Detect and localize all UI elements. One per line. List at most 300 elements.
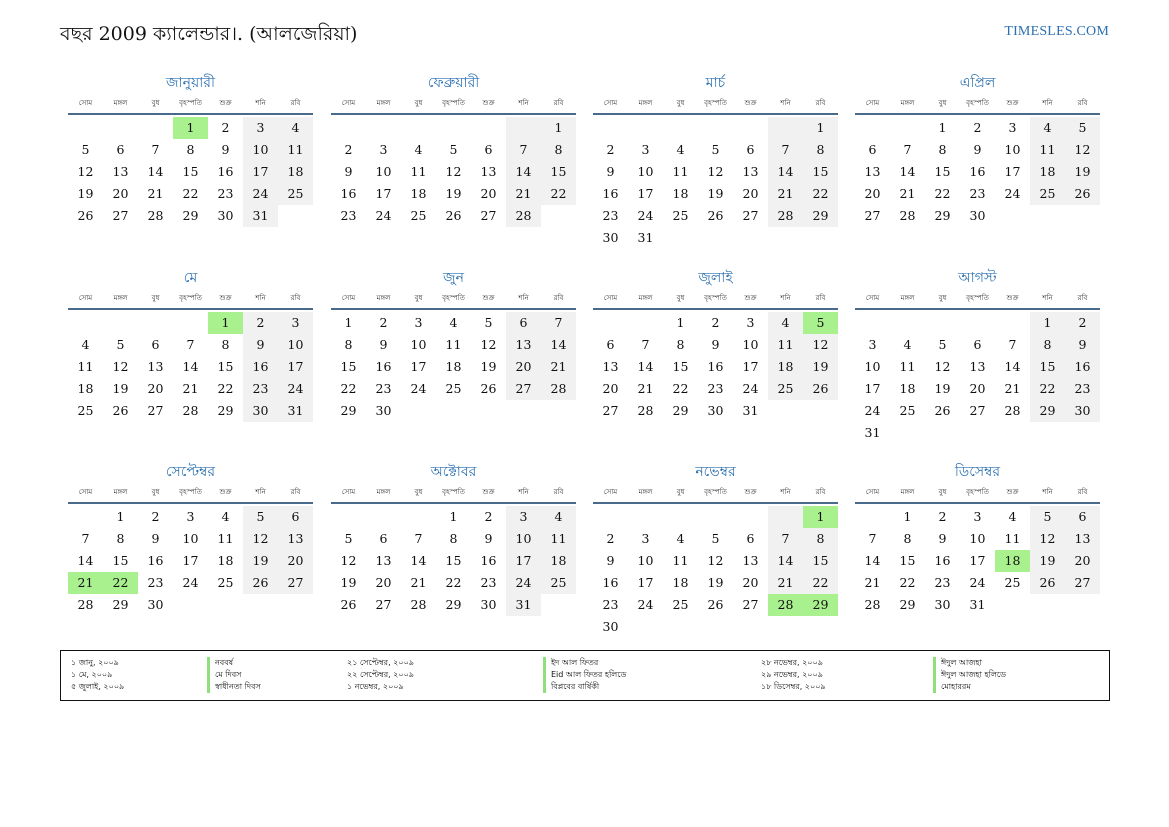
day-cell[interactable]: 30: [480, 597, 497, 612]
day-cell[interactable]: 16: [602, 575, 619, 590]
day-cell[interactable]: 26: [803, 378, 838, 400]
day-cell[interactable]: 14: [541, 334, 576, 356]
day-cell[interactable]: 30: [243, 400, 278, 422]
day-cell[interactable]: 13: [375, 553, 392, 568]
day-cell[interactable]: 20: [602, 381, 619, 396]
day-cell[interactable]: 7: [151, 142, 160, 157]
day-cell[interactable]: 16: [934, 553, 951, 568]
day-cell[interactable]: 9: [938, 531, 947, 546]
day-cell[interactable]: 7: [186, 337, 195, 352]
day-cell[interactable]: 27: [278, 572, 313, 594]
day-cell[interactable]: 3: [186, 509, 195, 524]
day-cell[interactable]: 21: [506, 183, 541, 205]
day-cell[interactable]: 9: [1065, 334, 1100, 356]
day-cell[interactable]: 5: [243, 506, 278, 528]
day-cell[interactable]: 23: [340, 208, 357, 223]
day-cell[interactable]: 17: [278, 356, 313, 378]
day-cell[interactable]: 14: [182, 359, 199, 374]
day-cell[interactable]: 2: [484, 509, 493, 524]
day-cell[interactable]: 19: [1065, 161, 1100, 183]
day-cell[interactable]: 8: [803, 139, 838, 161]
day-cell[interactable]: 27: [969, 403, 986, 418]
day-cell[interactable]: 24: [375, 208, 392, 223]
day-cell[interactable]: 5: [116, 337, 125, 352]
day-cell[interactable]: 2: [711, 315, 720, 330]
day-cell[interactable]: 26: [445, 208, 462, 223]
day-cell[interactable]: 8: [938, 142, 947, 157]
day-cell[interactable]: 22: [934, 186, 951, 201]
day-cell[interactable]: 22: [541, 183, 576, 205]
day-cell[interactable]: 8: [541, 139, 576, 161]
day-cell[interactable]: 12: [707, 553, 724, 568]
day-cell[interactable]: 26: [243, 572, 278, 594]
day-cell[interactable]: 28: [506, 205, 541, 227]
day-cell[interactable]: 4: [676, 142, 685, 157]
day-cell[interactable]: 5: [484, 315, 493, 330]
day-cell[interactable]: 16: [243, 356, 278, 378]
day-cell[interactable]: 14: [506, 161, 541, 183]
day-cell[interactable]: 8: [221, 337, 230, 352]
day-cell[interactable]: 27: [864, 208, 881, 223]
day-cell[interactable]: 28: [541, 378, 576, 400]
day-cell[interactable]: 25: [672, 597, 689, 612]
day-cell[interactable]: 27: [1065, 572, 1100, 594]
day-cell[interactable]: 6: [379, 531, 388, 546]
day-cell[interactable]: 1: [173, 117, 208, 139]
day-cell[interactable]: 1: [676, 315, 685, 330]
day-cell[interactable]: 21: [768, 572, 803, 594]
day-cell[interactable]: 2: [1065, 312, 1100, 334]
day-cell[interactable]: 16: [375, 359, 392, 374]
day-cell[interactable]: 4: [541, 506, 576, 528]
day-cell[interactable]: 19: [707, 575, 724, 590]
day-cell[interactable]: 30: [375, 403, 392, 418]
day-cell[interactable]: 16: [707, 359, 724, 374]
day-cell[interactable]: 18: [672, 186, 689, 201]
day-cell[interactable]: 12: [445, 164, 462, 179]
day-cell[interactable]: 13: [864, 164, 881, 179]
day-cell[interactable]: 12: [803, 334, 838, 356]
day-cell[interactable]: 23: [707, 381, 724, 396]
day-cell[interactable]: 7: [506, 139, 541, 161]
day-cell[interactable]: 9: [973, 142, 982, 157]
day-cell[interactable]: 8: [344, 337, 353, 352]
day-cell[interactable]: 16: [1065, 356, 1100, 378]
day-cell[interactable]: 6: [278, 506, 313, 528]
day-cell[interactable]: 16: [147, 553, 164, 568]
day-cell[interactable]: 23: [602, 208, 619, 223]
day-cell[interactable]: 8: [903, 531, 912, 546]
day-cell[interactable]: 13: [1065, 528, 1100, 550]
day-cell[interactable]: 3: [278, 312, 313, 334]
day-cell[interactable]: 19: [803, 356, 838, 378]
day-cell[interactable]: 22: [803, 572, 838, 594]
day-cell[interactable]: 10: [969, 531, 986, 546]
day-cell[interactable]: 21: [1004, 381, 1021, 396]
day-cell[interactable]: 1: [208, 312, 243, 334]
day-cell[interactable]: 20: [480, 186, 497, 201]
day-cell[interactable]: 10: [742, 337, 759, 352]
day-cell[interactable]: 17: [1004, 164, 1021, 179]
day-cell[interactable]: 11: [1004, 531, 1021, 546]
day-cell[interactable]: 25: [278, 183, 313, 205]
day-cell[interactable]: 28: [768, 205, 803, 227]
day-cell[interactable]: 1: [803, 117, 838, 139]
day-cell[interactable]: 23: [217, 186, 234, 201]
day-cell[interactable]: 27: [742, 597, 759, 612]
day-cell[interactable]: 4: [1030, 117, 1065, 139]
day-cell[interactable]: 20: [1065, 550, 1100, 572]
day-cell[interactable]: 28: [182, 403, 199, 418]
day-cell[interactable]: 7: [81, 531, 90, 546]
day-cell[interactable]: 16: [480, 553, 497, 568]
day-cell[interactable]: 4: [278, 117, 313, 139]
day-cell[interactable]: 9: [484, 531, 493, 546]
day-cell[interactable]: 25: [410, 208, 427, 223]
day-cell[interactable]: 20: [278, 550, 313, 572]
day-cell[interactable]: 14: [864, 553, 881, 568]
day-cell[interactable]: 19: [112, 381, 129, 396]
day-cell[interactable]: 29: [803, 594, 838, 616]
day-cell[interactable]: 28: [77, 597, 94, 612]
day-cell[interactable]: 31: [742, 403, 759, 418]
day-cell[interactable]: 31: [969, 597, 986, 612]
day-cell[interactable]: 11: [410, 164, 427, 179]
day-cell[interactable]: 13: [602, 359, 619, 374]
day-cell[interactable]: 11: [768, 334, 803, 356]
day-cell[interactable]: 28: [410, 597, 427, 612]
day-cell[interactable]: 2: [973, 120, 982, 135]
day-cell[interactable]: 12: [480, 337, 497, 352]
day-cell[interactable]: 24: [410, 381, 427, 396]
day-cell[interactable]: 9: [379, 337, 388, 352]
day-cell[interactable]: 9: [344, 164, 353, 179]
day-cell[interactable]: 19: [77, 186, 94, 201]
day-cell[interactable]: 30: [602, 619, 619, 634]
day-cell[interactable]: 9: [221, 142, 230, 157]
day-cell[interactable]: 1: [449, 509, 458, 524]
day-cell[interactable]: 2: [938, 509, 947, 524]
day-cell[interactable]: 24: [506, 572, 541, 594]
day-cell[interactable]: 25: [445, 381, 462, 396]
day-cell[interactable]: 3: [379, 142, 388, 157]
day-cell[interactable]: 5: [711, 142, 720, 157]
day-cell[interactable]: 23: [1065, 378, 1100, 400]
day-cell[interactable]: 10: [1004, 142, 1021, 157]
day-cell[interactable]: 24: [969, 575, 986, 590]
day-cell[interactable]: 2: [344, 142, 353, 157]
day-cell[interactable]: 2: [151, 509, 160, 524]
day-cell[interactable]: 14: [1004, 359, 1021, 374]
day-cell[interactable]: 18: [768, 356, 803, 378]
day-cell[interactable]: 10: [278, 334, 313, 356]
day-cell[interactable]: 30: [602, 230, 619, 245]
day-cell[interactable]: 28: [768, 594, 803, 616]
day-cell[interactable]: 22: [445, 575, 462, 590]
day-cell[interactable]: 17: [506, 550, 541, 572]
day-cell[interactable]: 6: [606, 337, 615, 352]
day-cell[interactable]: 7: [868, 531, 877, 546]
day-cell[interactable]: 2: [221, 120, 230, 135]
day-cell[interactable]: 23: [969, 186, 986, 201]
day-cell[interactable]: 29: [803, 205, 838, 227]
day-cell[interactable]: 16: [969, 164, 986, 179]
day-cell[interactable]: 26: [707, 597, 724, 612]
day-cell[interactable]: 5: [711, 531, 720, 546]
day-cell[interactable]: 12: [112, 359, 129, 374]
day-cell[interactable]: 15: [1030, 356, 1065, 378]
day-cell[interactable]: 19: [480, 359, 497, 374]
day-cell[interactable]: 14: [899, 164, 916, 179]
day-cell[interactable]: 10: [637, 164, 654, 179]
day-cell[interactable]: 9: [151, 531, 160, 546]
day-cell[interactable]: 23: [602, 597, 619, 612]
day-cell[interactable]: 31: [637, 230, 654, 245]
day-cell[interactable]: 13: [969, 359, 986, 374]
day-cell[interactable]: 23: [147, 575, 164, 590]
day-cell[interactable]: 31: [506, 594, 541, 616]
day-cell[interactable]: 30: [969, 208, 986, 223]
day-cell[interactable]: 8: [449, 531, 458, 546]
day-cell[interactable]: 3: [746, 315, 755, 330]
day-cell[interactable]: 20: [147, 381, 164, 396]
day-cell[interactable]: 9: [243, 334, 278, 356]
day-cell[interactable]: 9: [606, 553, 615, 568]
day-cell[interactable]: 5: [938, 337, 947, 352]
day-cell[interactable]: 26: [1030, 572, 1065, 594]
day-cell[interactable]: 17: [410, 359, 427, 374]
day-cell[interactable]: 20: [506, 356, 541, 378]
day-cell[interactable]: 23: [480, 575, 497, 590]
day-cell[interactable]: 6: [484, 142, 493, 157]
day-cell[interactable]: 30: [1065, 400, 1100, 422]
day-cell[interactable]: 14: [768, 550, 803, 572]
day-cell[interactable]: 2: [379, 315, 388, 330]
day-cell[interactable]: 19: [934, 381, 951, 396]
day-cell[interactable]: 31: [243, 205, 278, 227]
day-cell[interactable]: 11: [899, 359, 916, 374]
day-cell[interactable]: 23: [934, 575, 951, 590]
day-cell[interactable]: 19: [707, 186, 724, 201]
day-cell[interactable]: 15: [217, 359, 234, 374]
day-cell[interactable]: 6: [1065, 506, 1100, 528]
day-cell[interactable]: 3: [641, 531, 650, 546]
day-cell[interactable]: 1: [1030, 312, 1065, 334]
day-cell[interactable]: 13: [480, 164, 497, 179]
day-cell[interactable]: 14: [768, 161, 803, 183]
day-cell[interactable]: 3: [243, 117, 278, 139]
day-cell[interactable]: 21: [182, 381, 199, 396]
day-cell[interactable]: 1: [116, 509, 125, 524]
day-cell[interactable]: 4: [449, 315, 458, 330]
site-link[interactable]: TIMESLES.COM: [1004, 24, 1109, 39]
day-cell[interactable]: 27: [480, 208, 497, 223]
day-cell[interactable]: 17: [969, 553, 986, 568]
day-cell[interactable]: 10: [864, 359, 881, 374]
day-cell[interactable]: 18: [672, 575, 689, 590]
day-cell[interactable]: 30: [934, 597, 951, 612]
day-cell[interactable]: 24: [182, 575, 199, 590]
day-cell[interactable]: 17: [243, 161, 278, 183]
day-cell[interactable]: 4: [903, 337, 912, 352]
day-cell[interactable]: 18: [995, 550, 1030, 572]
day-cell[interactable]: 11: [278, 139, 313, 161]
day-cell[interactable]: 11: [672, 164, 689, 179]
day-cell[interactable]: 30: [707, 403, 724, 418]
day-cell[interactable]: 17: [375, 186, 392, 201]
day-cell[interactable]: 11: [541, 528, 576, 550]
day-cell[interactable]: 3: [973, 509, 982, 524]
day-cell[interactable]: 31: [864, 425, 881, 440]
day-cell[interactable]: 20: [864, 186, 881, 201]
day-cell[interactable]: 9: [606, 164, 615, 179]
day-cell[interactable]: 26: [934, 403, 951, 418]
day-cell[interactable]: 7: [1008, 337, 1017, 352]
day-cell[interactable]: 19: [1030, 550, 1065, 572]
day-cell[interactable]: 16: [340, 186, 357, 201]
day-cell[interactable]: 29: [445, 597, 462, 612]
day-cell[interactable]: 26: [77, 208, 94, 223]
day-cell[interactable]: 13: [506, 334, 541, 356]
day-cell[interactable]: 19: [445, 186, 462, 201]
day-cell[interactable]: 2: [606, 531, 615, 546]
day-cell[interactable]: 3: [506, 506, 541, 528]
day-cell[interactable]: 13: [742, 164, 759, 179]
day-cell[interactable]: 1: [803, 506, 838, 528]
day-cell[interactable]: 2: [606, 142, 615, 157]
day-cell[interactable]: 29: [672, 403, 689, 418]
day-cell[interactable]: 24: [1004, 186, 1021, 201]
day-cell[interactable]: 13: [742, 553, 759, 568]
day-cell[interactable]: 15: [445, 553, 462, 568]
day-cell[interactable]: 11: [445, 337, 462, 352]
day-cell[interactable]: 3: [414, 315, 423, 330]
day-cell[interactable]: 14: [147, 164, 164, 179]
day-cell[interactable]: 24: [742, 381, 759, 396]
day-cell[interactable]: 28: [899, 208, 916, 223]
day-cell[interactable]: 8: [803, 528, 838, 550]
day-cell[interactable]: 27: [506, 378, 541, 400]
day-cell[interactable]: 8: [1030, 334, 1065, 356]
day-cell[interactable]: 25: [77, 403, 94, 418]
day-cell[interactable]: 25: [768, 378, 803, 400]
day-cell[interactable]: 18: [445, 359, 462, 374]
day-cell[interactable]: 31: [278, 400, 313, 422]
day-cell[interactable]: 27: [742, 208, 759, 223]
day-cell[interactable]: 28: [637, 403, 654, 418]
day-cell[interactable]: 4: [676, 531, 685, 546]
day-cell[interactable]: 21: [637, 381, 654, 396]
day-cell[interactable]: 3: [1008, 120, 1017, 135]
day-cell[interactable]: 14: [410, 553, 427, 568]
day-cell[interactable]: 15: [340, 359, 357, 374]
day-cell[interactable]: 20: [742, 186, 759, 201]
day-cell[interactable]: 2: [243, 312, 278, 334]
day-cell[interactable]: 27: [147, 403, 164, 418]
day-cell[interactable]: 25: [672, 208, 689, 223]
day-cell[interactable]: 26: [340, 597, 357, 612]
day-cell[interactable]: 29: [112, 597, 129, 612]
day-cell[interactable]: 29: [899, 597, 916, 612]
day-cell[interactable]: 23: [375, 381, 392, 396]
day-cell[interactable]: 11: [1030, 139, 1065, 161]
day-cell[interactable]: 10: [410, 337, 427, 352]
day-cell[interactable]: 12: [707, 164, 724, 179]
day-cell[interactable]: 21: [68, 572, 103, 594]
day-cell[interactable]: 4: [221, 509, 230, 524]
day-cell[interactable]: 22: [217, 381, 234, 396]
day-cell[interactable]: 10: [637, 553, 654, 568]
day-cell[interactable]: 20: [969, 381, 986, 396]
day-cell[interactable]: 19: [243, 550, 278, 572]
day-cell[interactable]: 6: [973, 337, 982, 352]
day-cell[interactable]: 6: [868, 142, 877, 157]
day-cell[interactable]: 22: [182, 186, 199, 201]
day-cell[interactable]: 20: [375, 575, 392, 590]
day-cell[interactable]: 5: [344, 531, 353, 546]
day-cell[interactable]: 12: [340, 553, 357, 568]
day-cell[interactable]: 25: [899, 403, 916, 418]
day-cell[interactable]: 1: [903, 509, 912, 524]
day-cell[interactable]: 29: [182, 208, 199, 223]
day-cell[interactable]: 23: [243, 378, 278, 400]
day-cell[interactable]: 7: [768, 528, 803, 550]
day-cell[interactable]: 17: [742, 359, 759, 374]
day-cell[interactable]: 10: [182, 531, 199, 546]
day-cell[interactable]: 27: [375, 597, 392, 612]
day-cell[interactable]: 24: [278, 378, 313, 400]
day-cell[interactable]: 7: [768, 139, 803, 161]
day-cell[interactable]: 13: [278, 528, 313, 550]
day-cell[interactable]: 21: [541, 356, 576, 378]
day-cell[interactable]: 15: [899, 553, 916, 568]
day-cell[interactable]: 30: [217, 208, 234, 223]
day-cell[interactable]: 15: [803, 550, 838, 572]
day-cell[interactable]: 7: [414, 531, 423, 546]
day-cell[interactable]: 5: [81, 142, 90, 157]
day-cell[interactable]: 15: [803, 161, 838, 183]
day-cell[interactable]: 22: [103, 572, 138, 594]
day-cell[interactable]: 6: [746, 531, 755, 546]
day-cell[interactable]: 20: [112, 186, 129, 201]
day-cell[interactable]: 21: [899, 186, 916, 201]
day-cell[interactable]: 8: [186, 142, 195, 157]
day-cell[interactable]: 15: [112, 553, 129, 568]
day-cell[interactable]: 12: [934, 359, 951, 374]
day-cell[interactable]: 22: [672, 381, 689, 396]
day-cell[interactable]: 12: [1030, 528, 1065, 550]
day-cell[interactable]: 16: [602, 186, 619, 201]
day-cell[interactable]: 29: [934, 208, 951, 223]
day-cell[interactable]: 4: [768, 312, 803, 334]
day-cell[interactable]: 26: [707, 208, 724, 223]
day-cell[interactable]: 8: [116, 531, 125, 546]
day-cell[interactable]: 25: [1030, 183, 1065, 205]
day-cell[interactable]: 15: [541, 161, 576, 183]
day-cell[interactable]: 7: [541, 312, 576, 334]
day-cell[interactable]: 11: [77, 359, 94, 374]
day-cell[interactable]: 17: [637, 575, 654, 590]
day-cell[interactable]: 14: [637, 359, 654, 374]
day-cell[interactable]: 22: [340, 381, 357, 396]
day-cell[interactable]: 27: [112, 208, 129, 223]
day-cell[interactable]: 18: [899, 381, 916, 396]
day-cell[interactable]: 24: [864, 403, 881, 418]
day-cell[interactable]: 25: [1004, 575, 1021, 590]
day-cell[interactable]: 16: [217, 164, 234, 179]
day-cell[interactable]: 22: [899, 575, 916, 590]
day-cell[interactable]: 24: [243, 183, 278, 205]
